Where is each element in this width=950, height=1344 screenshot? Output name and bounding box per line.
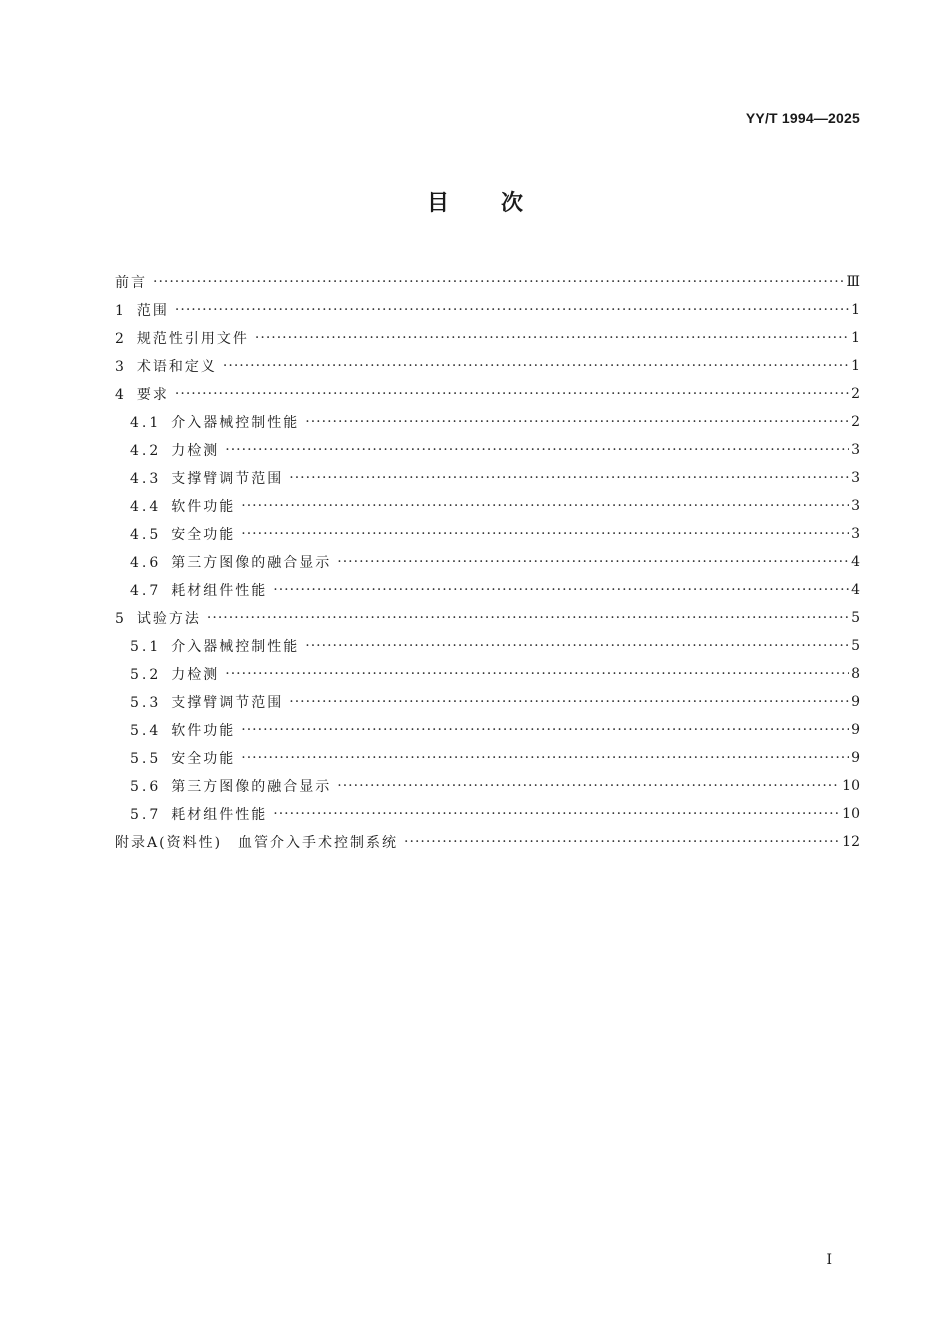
toc-entry-title: 力检测 [171,667,220,683]
toc-entry-title: 介入器械控制性能 [171,415,300,431]
page-folio: Ⅰ [826,1252,832,1268]
toc-entry-title: 安全功能 [171,527,236,543]
toc-entry-4-2[interactable] [115,436,860,464]
toc-entry-title: 软件功能 [171,499,236,515]
dot-leader [241,750,849,766]
toc-entry-title: 附录A(资料性) 血管介入手术控制系统 [115,835,399,851]
toc-entry-title: 力检测 [171,443,220,459]
toc-entry-number: 5.2 [130,667,162,683]
toc-entry-label [130,720,235,740]
toc-entry-page: 1 [851,330,860,346]
toc-entry-label [115,328,249,348]
toc-entry-1[interactable] [115,296,860,324]
toc-entry-title: 安全功能 [171,751,236,767]
toc-entry-3[interactable] [115,352,860,380]
toc-entry-page: 3 [851,526,860,542]
toc-entry-title: 试验方法 [136,611,201,627]
dot-leader [241,722,849,738]
dot-leader [404,834,840,850]
toc-entry-page: 1 [851,302,860,318]
dot-leader [241,526,849,542]
toc-entry-number: 5.3 [130,695,162,711]
toc-entry-number: 4.2 [130,443,162,459]
toc-entry-number: 4.6 [130,555,162,571]
toc-entry-title: 要求 [136,387,169,403]
toc-entry-page: 2 [851,414,860,430]
toc-entry-title: 软件功能 [171,723,236,739]
dot-leader [153,274,844,290]
toc-entry-label [115,272,147,292]
toc-entry-label [130,552,331,572]
dot-leader [289,694,849,710]
toc-entry-title: 范围 [136,303,169,319]
toc-entry-title: 术语和定义 [136,359,217,375]
toc-entry-number: 5.7 [130,807,162,823]
toc-entry-5-6[interactable] [115,772,860,800]
toc-entry-label [115,608,201,628]
toc-entry-4-7[interactable] [115,576,860,604]
toc-entry-number: 5.6 [130,779,162,795]
toc-entry-4-6[interactable] [115,548,860,576]
toc-entry-number: 1 [115,303,127,319]
table-of-contents [115,268,860,856]
toc-entry-4-4[interactable] [115,492,860,520]
toc-entry-page: 5 [851,638,860,654]
toc-entry-label [130,692,283,712]
toc-entry-number: 3 [115,359,127,375]
toc-entry-label [115,300,169,320]
dot-leader [175,386,849,402]
dot-leader [305,638,849,654]
toc-entry-number: 4 [115,387,127,403]
toc-entry-page: 3 [851,498,860,514]
dot-leader [223,358,849,374]
dot-leader [289,470,849,486]
toc-entry-4-3[interactable] [115,464,860,492]
dot-leader [305,414,849,430]
toc-entry-page: 12 [842,834,860,850]
standard-code: YY/T 1994—2025 [745,110,860,126]
toc-entry-title: 耗材组件性能 [171,807,268,823]
toc-entry-4-1[interactable] [115,408,860,436]
toc-entry-page: 9 [851,750,860,766]
toc-entry-label [130,804,267,824]
toc-entry-label [115,356,217,376]
dot-leader [175,302,849,318]
dot-leader [337,554,849,570]
page-title: 目次 [426,191,575,216]
toc-entry-title: 第三方图像的融合显示 [171,779,332,795]
toc-entry-page: 1 [851,358,860,374]
toc-entry-5-3[interactable] [115,688,860,716]
toc-entry-number: 5.1 [130,639,162,655]
toc-entry-title: 前言 [115,275,147,291]
toc-entry-label [115,832,398,852]
toc-entry-title: 耗材组件性能 [171,583,268,599]
toc-entry-foreword[interactable] [115,268,860,296]
toc-entry-page: 8 [851,666,860,682]
toc-entry-4[interactable] [115,380,860,408]
toc-entry-5-7[interactable] [115,800,860,828]
dot-leader [241,498,849,514]
toc-entry-page: 3 [851,470,860,486]
toc-entry-label [130,440,219,460]
toc-entry-page: 4 [851,554,860,570]
toc-entry-page: 9 [851,694,860,710]
toc-entry-5-1[interactable] [115,632,860,660]
toc-entry-label [115,384,169,404]
toc-entry-page: 5 [851,610,860,626]
toc-entry-page: 10 [842,806,860,822]
toc-entry-title: 规范性引用文件 [136,331,249,347]
dot-leader [207,610,849,626]
toc-entry-number: 5.4 [130,723,162,739]
toc-entry-number: 4.1 [130,415,162,431]
toc-entry-number: 4.4 [130,499,162,515]
toc-entry-label [130,524,235,544]
dot-leader [273,582,849,598]
toc-entry-2[interactable] [115,324,860,352]
toc-entry-label [130,776,331,796]
toc-entry-page: 2 [851,386,860,402]
dot-leader [273,806,840,822]
dot-leader [225,666,849,682]
toc-entry-title: 支撑臂调节范围 [171,471,284,487]
dot-leader [225,442,849,458]
toc-entry-number: 5 [115,611,127,627]
toc-entry-title: 第三方图像的融合显示 [171,555,332,571]
toc-entry-label [130,412,299,432]
dot-leader [337,778,840,794]
toc-entry-5-2[interactable] [115,660,860,688]
toc-entry-label [130,748,235,768]
toc-entry-5[interactable] [115,604,860,632]
toc-entry-label [130,580,267,600]
toc-entry-title: 介入器械控制性能 [171,639,300,655]
toc-entry-number: 5.5 [130,751,162,767]
toc-entry-number: 4.3 [130,471,162,487]
toc-entry-label [130,496,235,516]
toc-entry-number: 2 [115,331,127,347]
toc-entry-label [130,468,283,488]
toc-entry-number: 4.7 [130,583,162,599]
toc-entry-5-4[interactable] [115,716,860,744]
toc-entry-page: 4 [851,582,860,598]
toc-entry-page: Ⅲ [846,274,860,290]
toc-entry-page: 10 [842,778,860,794]
toc-entry-4-5[interactable] [115,520,860,548]
toc-entry-number: 4.5 [130,527,162,543]
toc-entry-label [130,664,219,684]
toc-entry-annex-a[interactable] [115,828,860,856]
dot-leader [255,330,849,346]
toc-entry-title: 支撑臂调节范围 [171,695,284,711]
toc-entry-5-5[interactable] [115,744,860,772]
toc-entry-label [130,636,299,656]
toc-entry-page: 9 [851,722,860,738]
toc-entry-page: 3 [851,442,860,458]
